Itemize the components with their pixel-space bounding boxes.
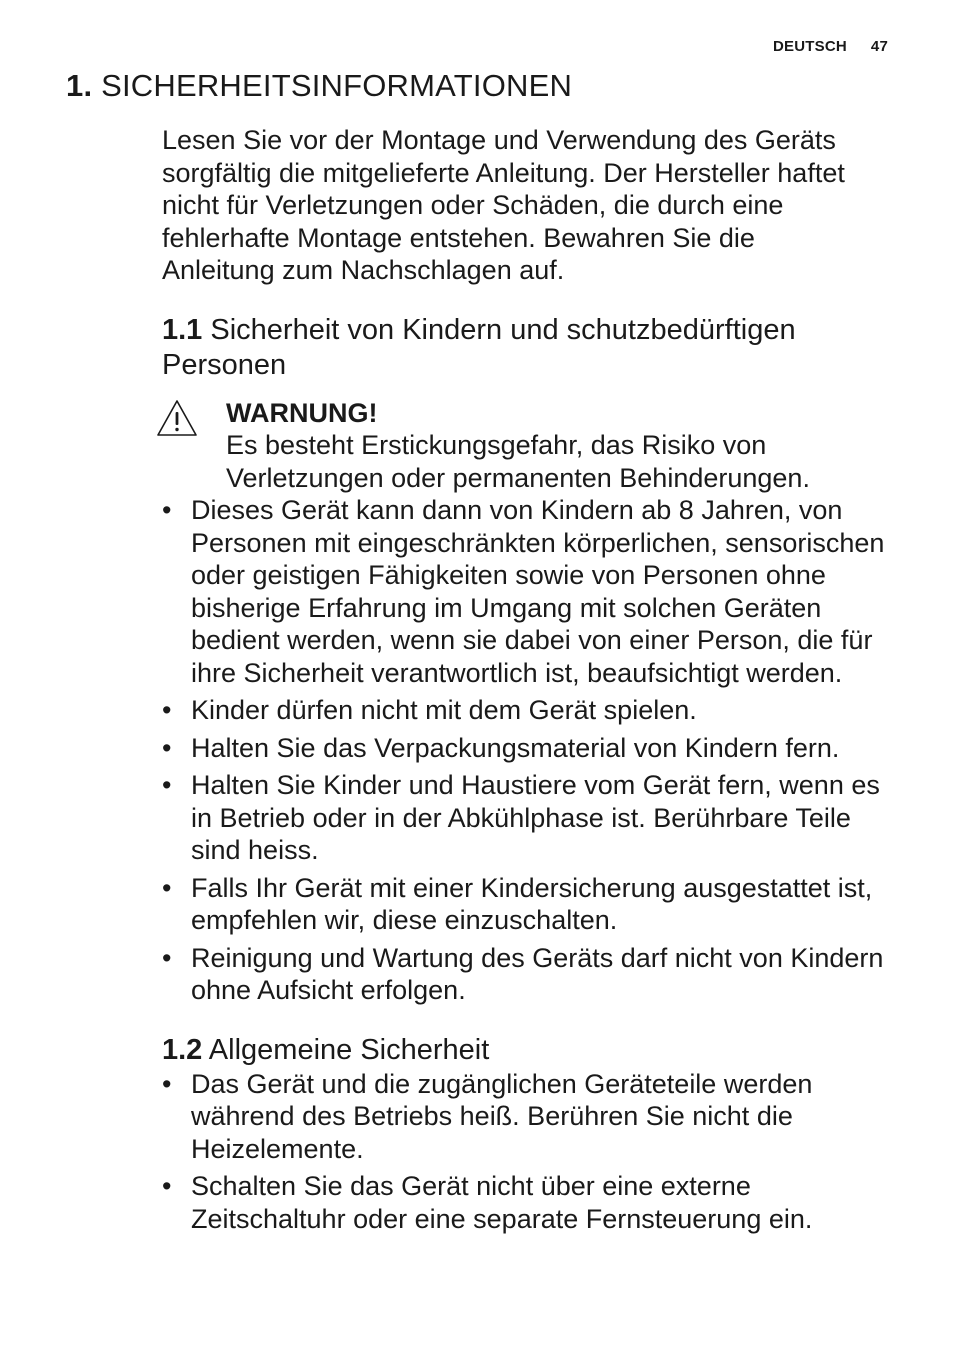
section-1-1-number: 1.1 (162, 313, 203, 346)
section-1-2-title (162, 1033, 892, 1068)
list-item: • Reinigung und Wartung des Geräts darf nicht von Kindern ohne Aufsicht erfolgen. (162, 942, 902, 1007)
warning-box (162, 397, 902, 495)
list-item: • Halten Sie Kinder und Haustiere vom Gerät fern, wenn es in Betrieb oder in der Abkühlphase ist. Berührbare Teile sind heiss. (162, 769, 902, 867)
section-1-1-title (162, 313, 892, 383)
warning-title: WARNUNG! (226, 397, 378, 428)
page-header (773, 38, 888, 55)
section-1-2-number: 1.2 (162, 1033, 203, 1066)
chapter-title-text: SICHERHEITSINFORMATIONEN (101, 68, 573, 103)
section-1-1-title-text: Sicherheit von Kindern und schutzbedürftigen Personen (162, 313, 796, 381)
list-item: • Halten Sie das Verpackungsmaterial von Kindern fern. (162, 732, 902, 765)
list-item: • Falls Ihr Gerät mit einer Kindersicherung ausgestattet ist, empfehlen wir, diese einzuschalten. (162, 872, 902, 937)
list-item: • Dieses Gerät kann dann von Kindern ab 8 Jahren, von Personen mit eingeschränkten körperlichen, sensorischen oder geistigen Fähigkeiten sowie von Personen ohne bisherige Erfahrung im Umgang mit solchen Geräten bedient werden, wenn sie dabei von einer Person, die für ihre Sicherheit verantwortlich ist, beaufsichtigt werden. (162, 494, 902, 689)
chapter-title (66, 68, 572, 104)
list-item: • Kinder dürfen nicht mit dem Gerät spielen. (162, 694, 902, 727)
warning-triangle-icon (156, 399, 198, 437)
section-1-1-list (162, 494, 902, 1007)
warning-text: Es besteht Erstickungsgefahr, das Risiko von Verletzungen oder permanenten Behinderungen. (226, 430, 810, 493)
header-language: DEUTSCH (773, 38, 847, 55)
list-item: • Schalten Sie das Gerät nicht über eine externe Zeitschaltuhr oder eine separate Fernsteuerung ein. (162, 1170, 902, 1235)
main-content (162, 124, 902, 1235)
list-item: • Das Gerät und die zugänglichen Geräteteile werden während des Betriebs heiß. Berühren Sie nicht die Heizelemente. (162, 1068, 902, 1166)
chapter-number: 1. (66, 68, 93, 103)
section-1-2-title-text: Allgemeine Sicherheit (208, 1033, 490, 1066)
page-number: 47 (870, 38, 888, 55)
section-1-2-list (162, 1068, 902, 1236)
intro-paragraph: Lesen Sie vor der Montage und Verwendung des Geräts sorgfältig die mitgelieferte Anleitung. Der Hersteller haftet nicht für Verletzungen oder Schäden, die durch eine fehlerhafte Montage entstehen. Bewahren Sie die Anleitung zum Nachschlagen auf. (162, 125, 845, 285)
